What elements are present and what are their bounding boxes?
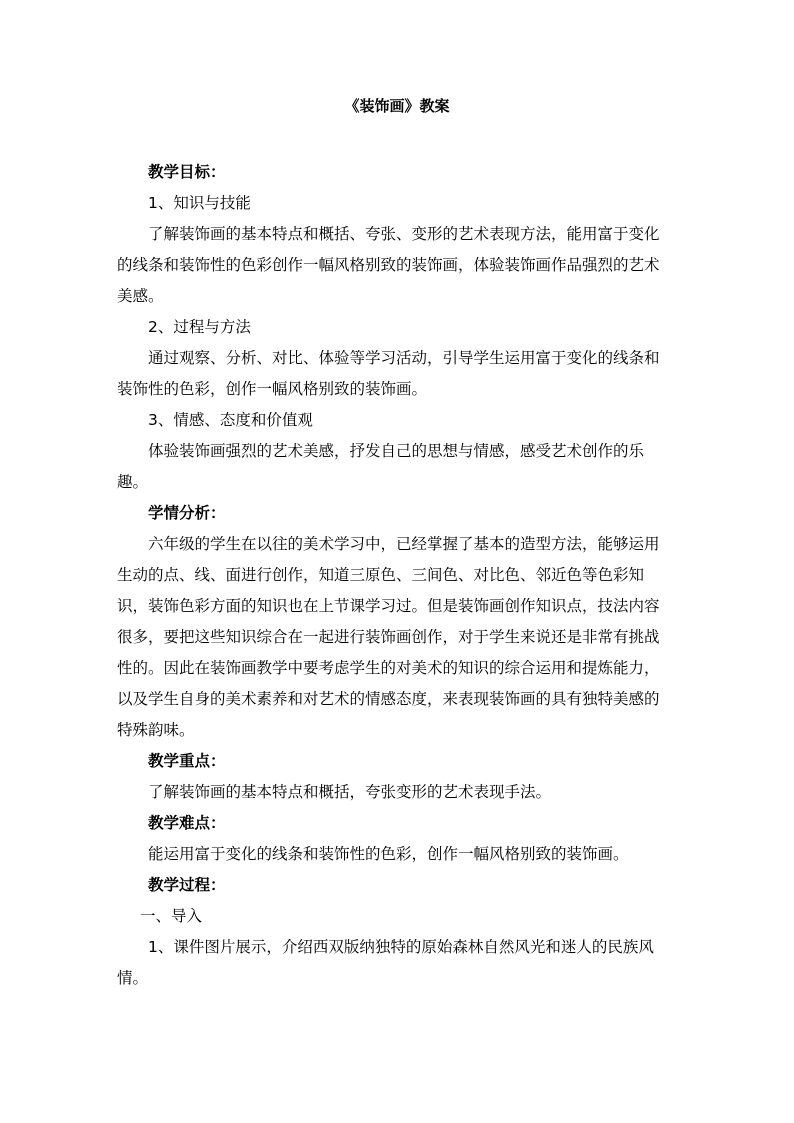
document-title: 《装饰画》教案: [344, 97, 450, 115]
subheading-process-method: 2、过程与方法: [148, 318, 251, 336]
subheading-knowledge-skills: 1、知识与技能: [148, 194, 251, 212]
heading-difficult-points: 教学难点：: [148, 814, 226, 832]
paragraph-process-method: 通过观察、分析、对比、体验等学习活动，引导学生运用富于变化的线条和装饰性的色彩，创作一幅风格别致的装饰画。: [117, 349, 660, 398]
heading-teaching-goals: 教学目标：: [148, 163, 226, 181]
paragraph-difficult-points: 能运用富于变化的线条和装饰性的色彩，创作一幅风格别致的装饰画。: [148, 845, 629, 863]
subheading-emotion-values: 3、情感、态度和价值观: [148, 411, 313, 429]
document-body: [117, 157, 665, 994]
heading-key-points: 教学重点：: [148, 752, 226, 770]
paragraph-key-points: 了解装饰画的基本特点和概括，夸张变形的艺术表现手法。: [148, 783, 552, 801]
heading-student-analysis: 学情分析：: [148, 504, 226, 522]
paragraph-introduction-1: 1、课件图片展示，介绍西双版纳独特的原始森林自然风光和迷人的民族风情。: [117, 938, 654, 987]
heading-teaching-process: 教学过程：: [148, 876, 226, 894]
paragraph-emotion-values: 体验装饰画强烈的艺术美感，抒发自己的思想与情感，感受艺术创作的乐趣。: [117, 442, 645, 491]
paragraph-knowledge-skills: 了解装饰画的基本特点和概括、夸张、变形的艺术表现方法，能用富于变化的线条和装饰性的色彩创作一幅风格别致的装饰画，体验装饰画作品强烈的艺术美感。: [117, 225, 660, 305]
subheading-introduction: 一、导入: [140, 907, 203, 925]
paragraph-student-analysis: 六年级的学生在以往的美术学习中，已经掌握了基本的造型方法，能够运用生动的点、线、面进行创作，知道三原色、三间色、对比色、邻近色等色彩知识，装饰色彩方面的知识也在上节课学习过。但是装饰画创作知识点，技法内容很多，要把这些知识综合在一起进行装饰画创作，对于学生来说还是非常有挑战性的。因此在装饰画教学中要考虑学生的对美术的知识的综合运用和提炼能力，以及学生自身的美术素养和对艺术的情感态度，来表现装饰画的具有独特美感的特殊韵味。: [117, 535, 660, 739]
